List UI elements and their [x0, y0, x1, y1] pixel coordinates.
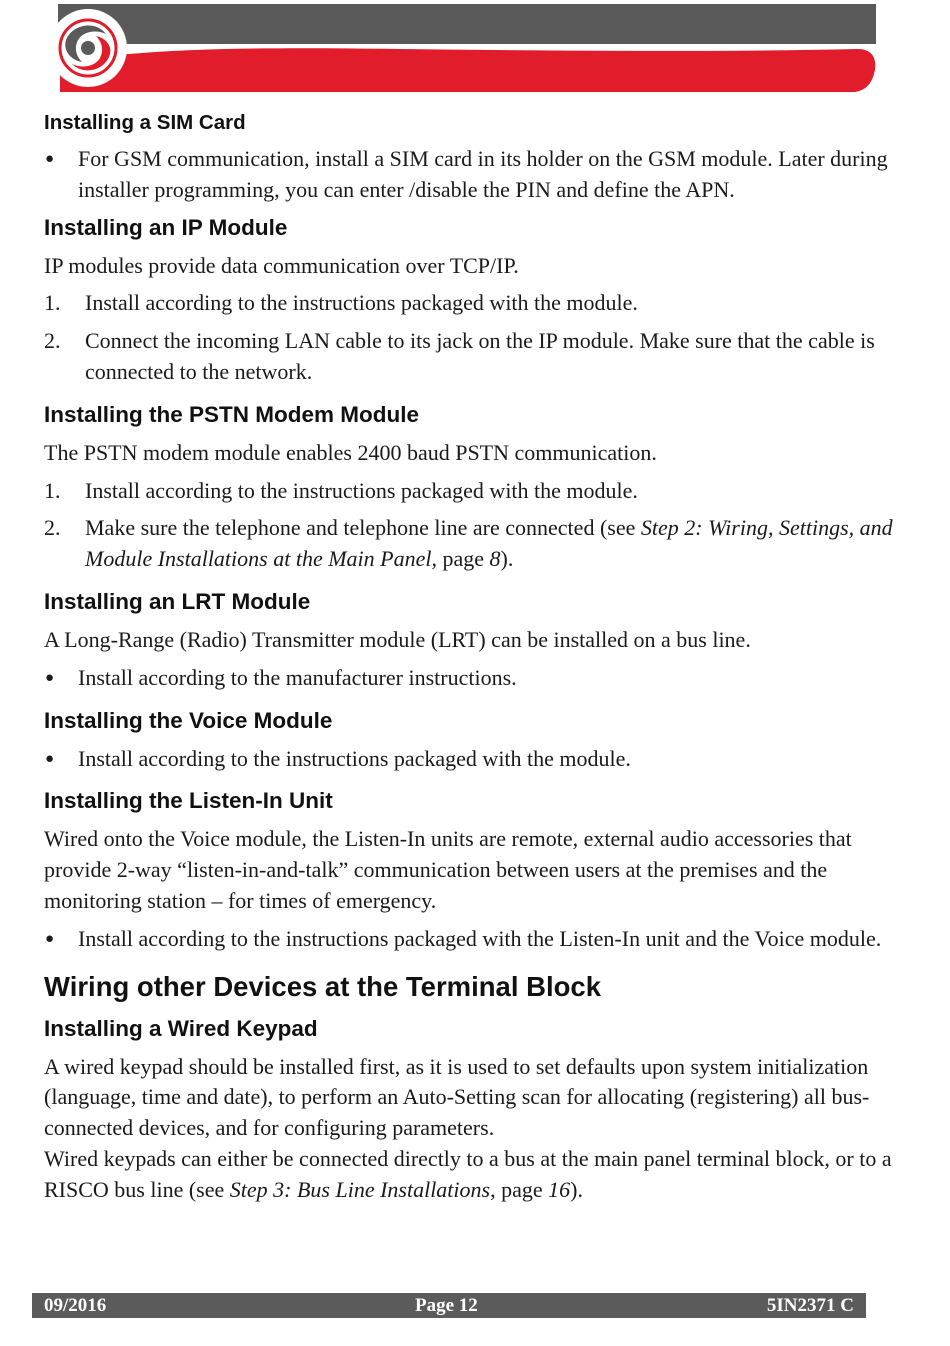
- step-text: Install according to the instructions packaged with the module.: [85, 477, 638, 503]
- step-text-pre: Make sure the telephone and telephone line are connected (see: [85, 515, 641, 541]
- logo-icon: [49, 9, 127, 87]
- banner-gray-bar: [58, 4, 876, 44]
- step-number: 1.: [44, 477, 61, 503]
- bullet-text: Install according to the instructions packaged with the module.: [78, 745, 631, 771]
- bullet-text: Install according to the manufacturer instructions.: [78, 664, 517, 690]
- section-title-wiring: Wiring other Devices at the Terminal Block: [44, 970, 602, 1002]
- banner-red-wave: [60, 48, 875, 92]
- list-item: [44, 663, 894, 694]
- footer-date: 09/2016: [44, 1295, 107, 1316]
- heading-voice: Installing the Voice Module: [44, 707, 333, 733]
- bullet-marker: ●: [45, 151, 55, 167]
- footer-page-number: Page 12: [415, 1295, 478, 1316]
- bullet-marker: ●: [45, 930, 55, 947]
- step-text-mid: page: [436, 546, 490, 572]
- list-item: [44, 744, 894, 775]
- bullet-text: For GSM communication, install a SIM card in its holder on the GSM module. Later during installer programming, you can enter /disable the PIN and define the APN.: [78, 146, 888, 202]
- keypad-para-2: [44, 1144, 894, 1206]
- step-text: Install according to the instructions packaged with the module.: [85, 290, 638, 316]
- para-text-post: ).: [570, 1176, 583, 1202]
- heading-keypad: Installing a Wired Keypad: [44, 1015, 318, 1041]
- header-banner: [0, 0, 950, 100]
- page-reference: 8: [489, 546, 501, 572]
- step-number: 2.: [44, 328, 61, 354]
- list-item: [44, 144, 894, 206]
- step-number: 2.: [44, 515, 61, 541]
- list-item: [44, 924, 894, 955]
- page-footer: [32, 1293, 866, 1318]
- heading-sim: Installing a SIM Card: [44, 111, 246, 134]
- heading-listen-in: Installing the Listen-In Unit: [44, 788, 333, 814]
- step-reference-link[interactable]: Step 2: Wiring, Settings, and Module Installations at the Main Panel,: [85, 515, 893, 572]
- step-number: 1.: [44, 290, 61, 316]
- para-text-mid: , page: [490, 1176, 549, 1202]
- bullet-text: Install according to the instructions packaged with the Listen-In unit and the Voice module.: [78, 925, 882, 951]
- lrt-intro: A Long-Range (Radio) Transmitter module (LRT) can be installed on a bus line.: [44, 626, 751, 652]
- logo-center: [81, 41, 95, 55]
- bullet-marker: ●: [45, 669, 55, 686]
- listen-intro: Wired onto the Voice module, the Listen-In units are remote, external audio accessories that provide 2-way “listen-in-and-talk” communication between users at the premises and the monitoring station – for times of emergency.: [44, 826, 852, 913]
- heading-ip: Installing an IP Module: [44, 214, 288, 240]
- para-text-pre: Wired keypads can either be connected directly to a bus at the main panel terminal block, or to a RISCO bus line (see: [44, 1145, 892, 1202]
- ip-intro: IP modules provide data communication over TCP/IP.: [44, 252, 519, 278]
- footer-doc-id: 5IN2371 C: [766, 1295, 854, 1316]
- keypad-para-1: A wired keypad should be installed first, as it is used to set defaults upon system initialization (language, time and date), to perform an Auto-Setting scan for allocating (registering) all bus-connected devices, and for configuring parameters.: [44, 1053, 870, 1141]
- list-item: [44, 513, 894, 575]
- heading-lrt: Installing an LRT Module: [44, 588, 311, 614]
- step-text: Connect the incoming LAN cable to its jack on the IP module. Make sure that the cable is connected to the network.: [85, 328, 875, 384]
- list-item: [44, 288, 894, 319]
- pstn-intro: The PSTN modem module enables 2400 baud PSTN communication.: [44, 439, 657, 465]
- page-reference: 16: [548, 1176, 571, 1202]
- step-reference-link[interactable]: Step 3: Bus Line Installations: [229, 1176, 491, 1202]
- list-item: [44, 326, 894, 388]
- list-item: [44, 476, 894, 507]
- heading-pstn: Installing the PSTN Modem Module: [44, 401, 420, 427]
- step-text: [85, 515, 893, 571]
- step-text-post: ).: [500, 546, 514, 572]
- page-content: [44, 108, 894, 1206]
- bullet-marker: ●: [45, 750, 55, 767]
